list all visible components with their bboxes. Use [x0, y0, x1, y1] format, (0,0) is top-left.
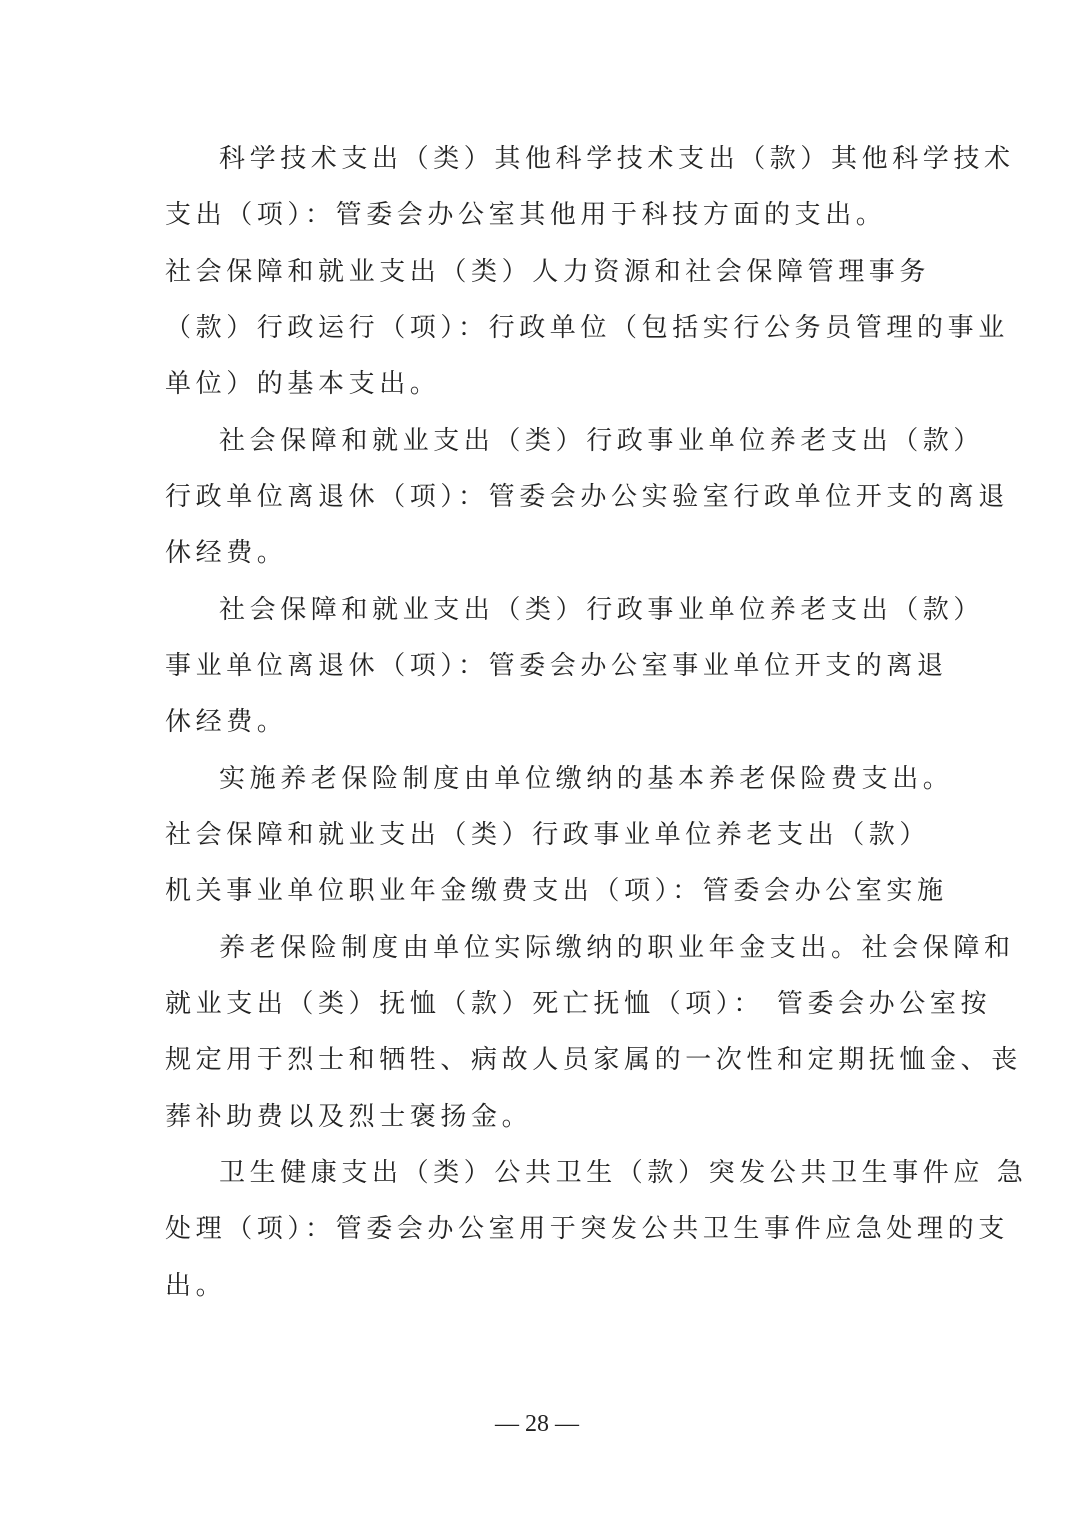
text-line: 科学技术支出（类）其他科学技术支出（款）其他科学技术 [219, 144, 1015, 174]
text-line: 实施养老保险制度由单位缴纳的基本养老保险费支出。 [219, 764, 954, 794]
text-line: 单位）的基本支出。 [165, 369, 441, 399]
page-number: — 28 — [495, 1411, 579, 1437]
text-line: （款）行政运行（项）：行政单位（包括实行公务员管理的事业 [165, 313, 1009, 343]
text-line: 社会保障和就业支出（类）行政事业单位养老支出（款） [219, 426, 985, 456]
text-line: 机关事业单位职业年金缴费支出（项）：管委会办公室实施 [165, 876, 948, 906]
text-line: 处理（项）：管委会办公室用于突发公共卫生事件应急处理的支 [165, 1214, 1009, 1244]
text-line: 出。 [165, 1271, 227, 1301]
text-line: 就业支出（类）抚恤（款）死亡抚恤（项）： 管委会办公室按 [165, 989, 992, 1019]
text-line: 事业单位离退休（项）：管委会办公室事业单位开支的离退 [165, 651, 948, 681]
text-line: 行政单位离退休（项）：管委会办公实验室行政单位开支的离退 [165, 482, 1009, 512]
text-line: 社会保障和就业支出（类）人力资源和社会保障管理事务 [165, 257, 931, 287]
text-line: 养老保险制度由单位实际缴纳的职业年金支出。社会保障和 [219, 933, 1015, 963]
text-line: 休经费。 [165, 707, 288, 737]
text-line: 支出（项）：管委会办公室其他用于科技方面的支出。 [165, 200, 887, 230]
text-line: 社会保障和就业支出（类）行政事业单位养老支出（款） [165, 820, 931, 850]
text-line: 规定用于烈士和牺牲、病故人员家属的一次性和定期抚恤金、丧 [165, 1045, 1022, 1075]
text-line: 社会保障和就业支出（类）行政事业单位养老支出（款） [219, 595, 985, 625]
text-line: 休经费。 [165, 538, 288, 568]
text-line: 卫生健康支出（类）公共卫生（款）突发公共卫生事件应 急 [219, 1158, 1028, 1188]
text-line: 葬补助费以及烈士褒扬金。 [165, 1102, 533, 1132]
